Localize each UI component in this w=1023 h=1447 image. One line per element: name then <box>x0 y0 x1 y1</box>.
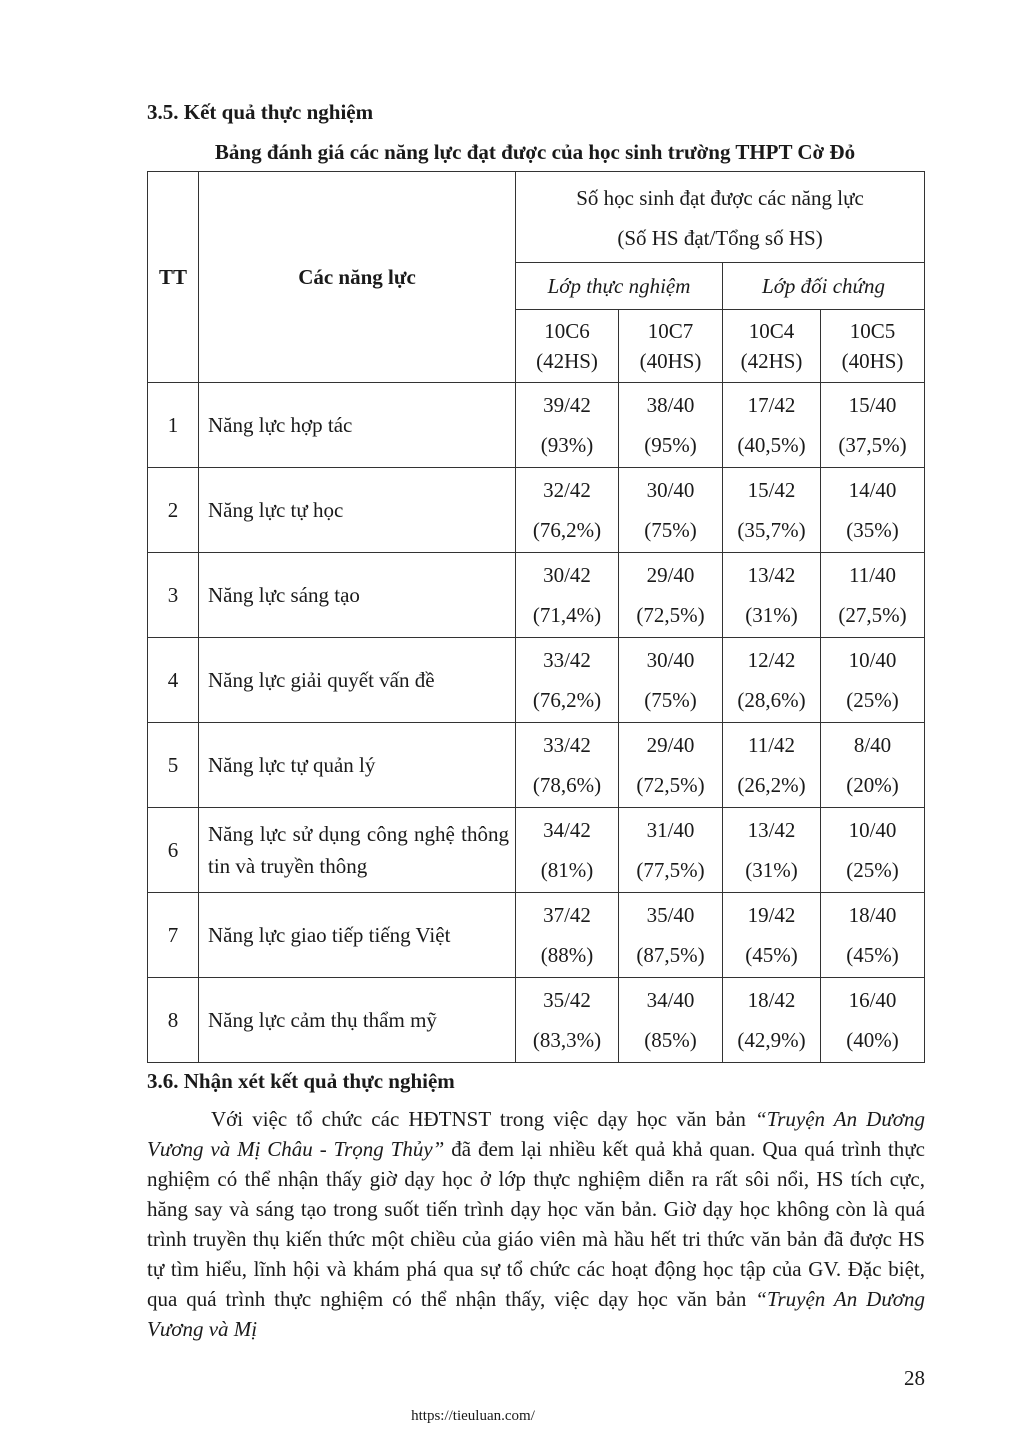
result-ratio: 30/40 <box>646 648 695 672</box>
result-percent: (20%) <box>846 773 899 797</box>
result-ratio: 13/42 <box>747 563 796 587</box>
result-cell <box>619 808 723 893</box>
result-percent: (87,5%) <box>636 943 705 967</box>
paragraph-text-2: đã đem lại nhiều kết quả khả quan. Qua quá trình thực nghiệm có thể nhận thấy giờ dạy học ở lớp thực nghiệm diễn ra rất sôi nổi, HS tích cực, hăng say và sáng tạo trong suốt tiến trình dạy học văn bản. Giờ dạy học không còn là quá trình truyền thụ kiến thức một chiều của giáo viên mà hầu hết tri thức văn bản đã được HS tự tìm hiểu, lĩnh hội và khám phá qua sự tổ chức các hoạt động học tập của GV. Đặc biệt, qua quá trình thực nghiệm có thể nhận thấy, việc dạy học văn bản <box>147 1137 925 1311</box>
result-cell <box>821 468 925 553</box>
table-row <box>148 893 925 978</box>
result-cell <box>516 978 619 1063</box>
result-ratio: 35/42 <box>543 988 591 1012</box>
competency-name: Năng lực cảm thụ thẩm mỹ <box>199 978 516 1063</box>
result-percent: (88%) <box>540 943 594 967</box>
group-header-line1: Số học sinh đạt được các năng lực <box>576 186 864 210</box>
class-header-1 <box>619 310 723 383</box>
result-cell <box>723 553 821 638</box>
row-index: 5 <box>148 723 199 808</box>
result-ratio: 10/40 <box>848 818 897 842</box>
result-ratio: 18/42 <box>747 988 796 1012</box>
result-ratio: 15/42 <box>747 478 796 502</box>
paragraph-title-italic: “Truyện An Dương Vương và Mị Châu - Trọng Thủy” <box>147 1107 925 1161</box>
section-heading-3-5: 3.5. Kết quả thực nghiệm <box>147 100 374 124</box>
result-cell <box>821 638 925 723</box>
competency-name: Năng lực hợp tác <box>199 383 516 468</box>
table-row <box>148 383 925 468</box>
result-cell <box>619 978 723 1063</box>
table-row <box>148 978 925 1063</box>
competency-name: Năng lực giải quyết vấn đề <box>199 638 516 723</box>
result-cell <box>516 808 619 893</box>
result-percent: (26,2%) <box>737 773 806 797</box>
result-cell <box>619 893 723 978</box>
result-percent: (83,3%) <box>532 1028 602 1052</box>
row-index: 1 <box>148 383 199 468</box>
result-percent: (81%) <box>540 858 594 882</box>
table-row <box>148 638 925 723</box>
result-percent: (37,5%) <box>838 433 907 457</box>
result-percent: (78,6%) <box>532 773 602 797</box>
competency-name: Năng lực giao tiếp tiếng Việt <box>199 893 516 978</box>
table-row <box>148 468 925 553</box>
class-count: (40HS) <box>841 349 904 373</box>
result-percent: (76,2%) <box>532 688 602 712</box>
footer-url: https://tieuluan.com/ <box>411 1408 535 1424</box>
result-ratio: 11/40 <box>848 563 897 587</box>
page-number: 28 <box>904 1366 925 1390</box>
subheader-control: Lớp đối chứng <box>723 263 925 310</box>
result-ratio: 37/42 <box>543 903 591 927</box>
result-percent: (72,5%) <box>636 773 705 797</box>
result-percent: (93%) <box>540 433 594 457</box>
result-cell <box>821 383 925 468</box>
result-ratio: 12/42 <box>747 648 796 672</box>
result-percent: (75%) <box>644 518 697 542</box>
result-cell <box>821 978 925 1063</box>
row-index: 8 <box>148 978 199 1063</box>
class-name: 10C7 <box>647 319 694 343</box>
result-ratio: 15/40 <box>848 393 897 417</box>
result-ratio: 34/40 <box>646 988 695 1012</box>
result-ratio: 14/40 <box>848 478 897 502</box>
result-percent: (25%) <box>846 858 899 882</box>
table-row <box>148 553 925 638</box>
result-percent: (45%) <box>745 943 798 967</box>
paragraph-text-1: Với việc tổ chức các HĐTNST trong việc dạy học văn bản <box>211 1107 756 1131</box>
row-index: 3 <box>148 553 199 638</box>
result-ratio: 18/40 <box>848 903 897 927</box>
result-ratio: 33/42 <box>543 648 591 672</box>
competency-name: Năng lực sáng tạo <box>199 553 516 638</box>
row-index: 6 <box>148 808 199 893</box>
class-header-0 <box>516 310 619 383</box>
competency-name: Năng lực tự quản lý <box>199 723 516 808</box>
result-cell <box>516 893 619 978</box>
result-ratio: 17/42 <box>747 393 796 417</box>
result-cell <box>821 808 925 893</box>
result-cell <box>723 383 821 468</box>
result-cell <box>619 723 723 808</box>
competency-name: Năng lực tự học <box>199 468 516 553</box>
results-table <box>147 171 925 1063</box>
result-percent: (72,5%) <box>636 603 705 627</box>
result-ratio: 39/42 <box>543 393 591 417</box>
class-header-3 <box>821 310 925 383</box>
result-percent: (40%) <box>846 1028 899 1052</box>
result-ratio: 11/42 <box>747 733 796 757</box>
paragraph-title-italic-2: “Truyện An Dương Vương và Mị <box>147 1287 925 1341</box>
result-ratio: 8/40 <box>853 733 892 757</box>
subheader-experimental: Lớp thực nghiệm <box>516 263 723 310</box>
result-percent: (76,2%) <box>532 518 602 542</box>
result-ratio: 38/40 <box>646 393 695 417</box>
result-ratio: 31/40 <box>646 818 695 842</box>
class-count: (40HS) <box>639 349 702 373</box>
result-cell <box>516 383 619 468</box>
result-cell <box>619 638 723 723</box>
result-percent: (35,7%) <box>737 518 806 542</box>
result-cell <box>619 383 723 468</box>
class-name: 10C4 <box>748 319 795 343</box>
table-caption: Bảng đánh giá các năng lực đạt được của học sinh trường THPT Cờ Đỏ <box>214 140 856 164</box>
result-ratio: 32/42 <box>543 478 591 502</box>
row-index: 7 <box>148 893 199 978</box>
result-ratio: 10/40 <box>848 648 897 672</box>
row-index: 2 <box>148 468 199 553</box>
result-percent: (27,5%) <box>838 603 907 627</box>
result-percent: (95%) <box>644 433 697 457</box>
result-percent: (28,6%) <box>737 688 806 712</box>
competency-name: Năng lực sử dụng công nghệ thông tin và truyền thông <box>199 808 516 893</box>
result-ratio: 29/40 <box>646 733 695 757</box>
table-row <box>148 808 925 893</box>
result-cell <box>723 978 821 1063</box>
class-name: 10C5 <box>849 319 896 343</box>
class-name: 10C6 <box>544 319 590 343</box>
result-cell <box>723 893 821 978</box>
result-percent: (25%) <box>846 688 899 712</box>
result-percent: (85%) <box>644 1028 697 1052</box>
result-percent: (71,4%) <box>532 603 602 627</box>
result-ratio: 33/42 <box>543 733 591 757</box>
result-ratio: 29/40 <box>646 563 695 587</box>
table-row <box>148 723 925 808</box>
result-percent: (31%) <box>745 603 798 627</box>
result-cell <box>821 553 925 638</box>
result-cell <box>516 468 619 553</box>
class-count: (42HS) <box>536 349 598 373</box>
group-header-line2: (Số HS đạt/Tổng số HS) <box>617 226 823 250</box>
col-tt-header: TT <box>148 172 199 383</box>
result-ratio: 13/42 <box>747 818 796 842</box>
result-ratio: 35/40 <box>646 903 695 927</box>
result-ratio: 19/42 <box>747 903 796 927</box>
result-cell <box>723 468 821 553</box>
class-count: (42HS) <box>740 349 803 373</box>
class-header-2 <box>723 310 821 383</box>
result-ratio: 30/42 <box>543 563 591 587</box>
result-cell <box>619 553 723 638</box>
group-header <box>516 172 925 263</box>
result-percent: (77,5%) <box>636 858 705 882</box>
result-ratio: 30/40 <box>646 478 695 502</box>
result-percent: (35%) <box>846 518 899 542</box>
result-ratio: 34/42 <box>543 818 591 842</box>
result-percent: (45%) <box>846 943 899 967</box>
result-percent: (31%) <box>745 858 798 882</box>
result-percent: (42,9%) <box>737 1028 806 1052</box>
result-cell <box>723 723 821 808</box>
result-cell <box>723 808 821 893</box>
result-cell <box>723 638 821 723</box>
result-percent: (75%) <box>644 688 697 712</box>
body-paragraph <box>147 1104 925 1344</box>
result-ratio: 16/40 <box>848 988 897 1012</box>
result-cell <box>516 638 619 723</box>
section-heading-3-6: 3.6. Nhận xét kết quả thực nghiệm <box>147 1069 455 1093</box>
result-cell <box>821 893 925 978</box>
col-name-header: Các năng lực <box>199 172 516 383</box>
result-cell <box>619 468 723 553</box>
result-cell <box>821 723 925 808</box>
result-cell <box>516 723 619 808</box>
result-percent: (40,5%) <box>737 433 806 457</box>
result-cell <box>516 553 619 638</box>
row-index: 4 <box>148 638 199 723</box>
